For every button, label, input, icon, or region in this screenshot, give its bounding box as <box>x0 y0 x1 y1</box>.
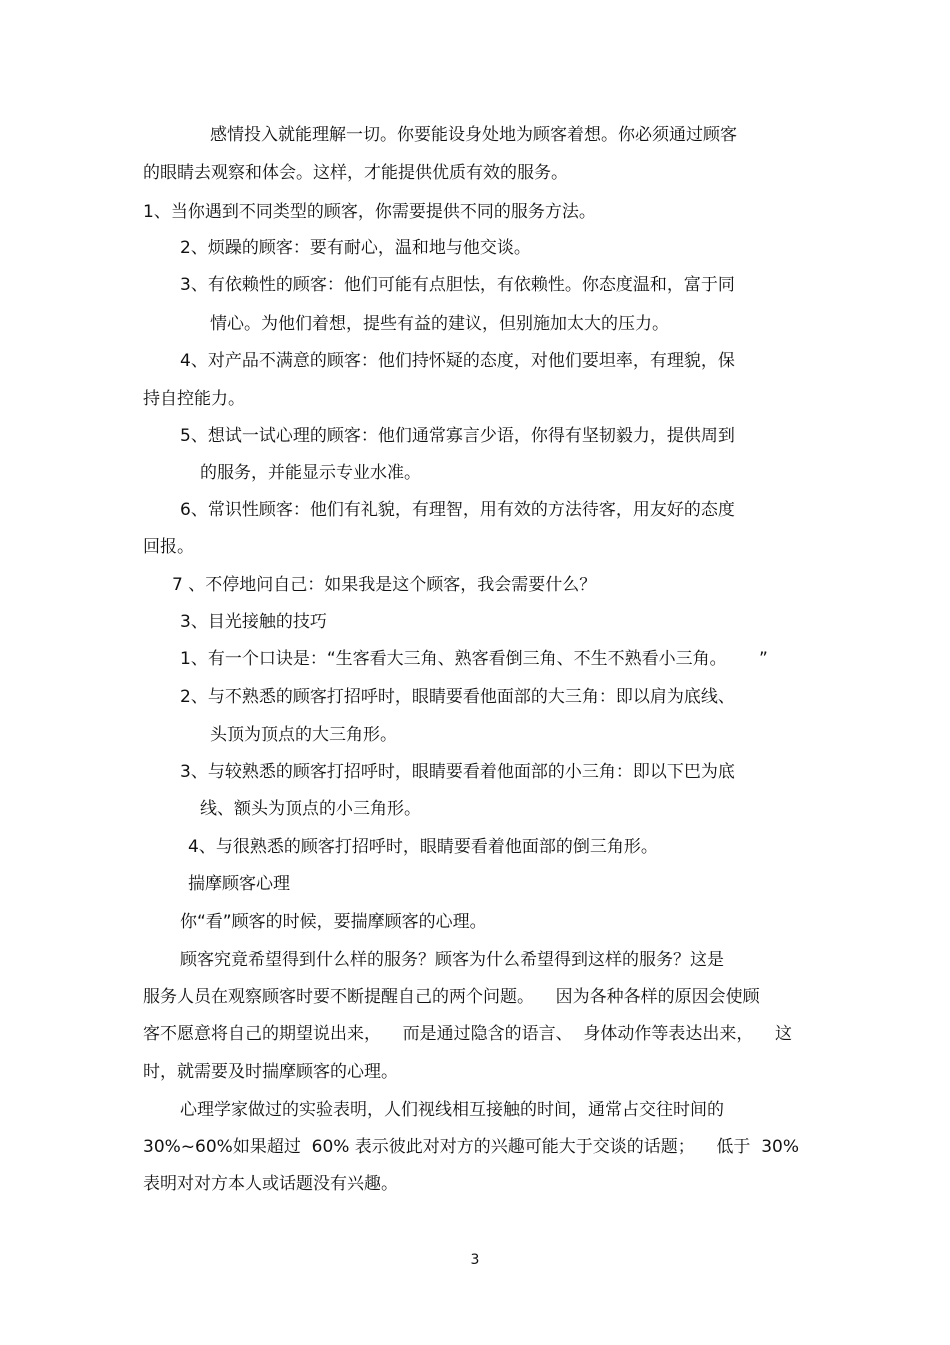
text-line-1: 感情投入就能理解一切。你要能设身处地为顾客着想。你必须通过顾客 <box>210 125 737 145</box>
text-line-26: 时，就需要及时揣摩顾客的心理。 <box>143 1062 398 1082</box>
text-line-8: 持自控能力。 <box>143 389 245 409</box>
text-line-25: 客不愿意将自己的期望说出来， 而是通过隐含的语言、 身体动作等表达出来， 这 <box>143 1024 793 1044</box>
text-line-28: 30%~60%如果超过 60% 表示彼此对对方的兴趣可能大于交谈的话题； 低于 30% <box>143 1137 800 1157</box>
text-line-6: 情心。为他们着想，提些有益的建议，但别施加太大的压力。 <box>210 314 669 334</box>
text-line-14: 3、目光接触的技巧 <box>180 612 327 632</box>
text-line-23: 顾客究竟希望得到什么样的服务？顾客为什么希望得到这样的服务？这是 <box>180 950 724 970</box>
text-line-20: 4、与很熟悉的顾客打招呼时，眼睛要看着他面部的倒三角形。 <box>188 837 658 857</box>
text-line-2: 的眼睛去观察和体会。这样，才能提供优质有效的服务。 <box>143 163 568 183</box>
text-line-7: 4、对产品不满意的顾客：他们持怀疑的态度，对他们要坦率，有理貌，保 <box>180 351 735 371</box>
text-line-11: 6、常识性顾客：他们有礼貌，有理智，用有效的方法待客，用友好的态度 <box>180 500 735 520</box>
page-number: 3 <box>470 1252 480 1268</box>
text-line-9: 5、想试一试心理的顾客：他们通常寡言少语，你得有坚韧毅力，提供周到 <box>180 426 735 446</box>
text-line-19: 线、额头为顶点的小三角形。 <box>200 799 421 819</box>
text-line-29: 表明对对方本人或话题没有兴趣。 <box>143 1174 398 1194</box>
text-line-17: 头顶为顶点的大三角形。 <box>210 725 397 745</box>
text-line-10: 的服务，并能显示专业水准。 <box>200 463 421 483</box>
text-line-12: 回报。 <box>143 537 194 557</box>
text-line-24: 服务人员在观察顾客时要不断提醒自己的两个问题。 因为各种各样的原因会使顾 <box>143 987 760 1007</box>
text-line-27: 心理学家做过的实验表明，人们视线相互接触的时间，通常占交往时间的 <box>180 1100 724 1120</box>
text-line-3: 1、当你遇到不同类型的顾客，你需要提供不同的服务方法。 <box>143 202 596 222</box>
text-line-5: 3、有依赖性的顾客：他们可能有点胆怯，有依赖性。你态度温和，富于同 <box>180 275 735 295</box>
text-line-18: 3、与较熟悉的顾客打招呼时，眼睛要看着他面部的小三角：即以下巴为底 <box>180 762 735 782</box>
text-line-13: 7 、不停地问自己：如果我是这个顾客，我会需要什么？ <box>172 575 597 595</box>
text-line-4: 2、烦躁的顾客：要有耐心，温和地与他交谈。 <box>180 238 531 258</box>
text-line-22: 你“看”顾客的时候，要揣摩顾客的心理。 <box>180 912 487 932</box>
text-line-16: 2、与不熟悉的顾客打招呼时，眼睛要看他面部的大三角：即以肩为底线、 <box>180 687 735 707</box>
text-line-15: 1、有一个口诀是：“生客看大三角、熟客看倒三角、不生不熟看小三角。 ” <box>180 649 768 669</box>
text-line-21: 揣摩顾客心理 <box>188 874 290 894</box>
